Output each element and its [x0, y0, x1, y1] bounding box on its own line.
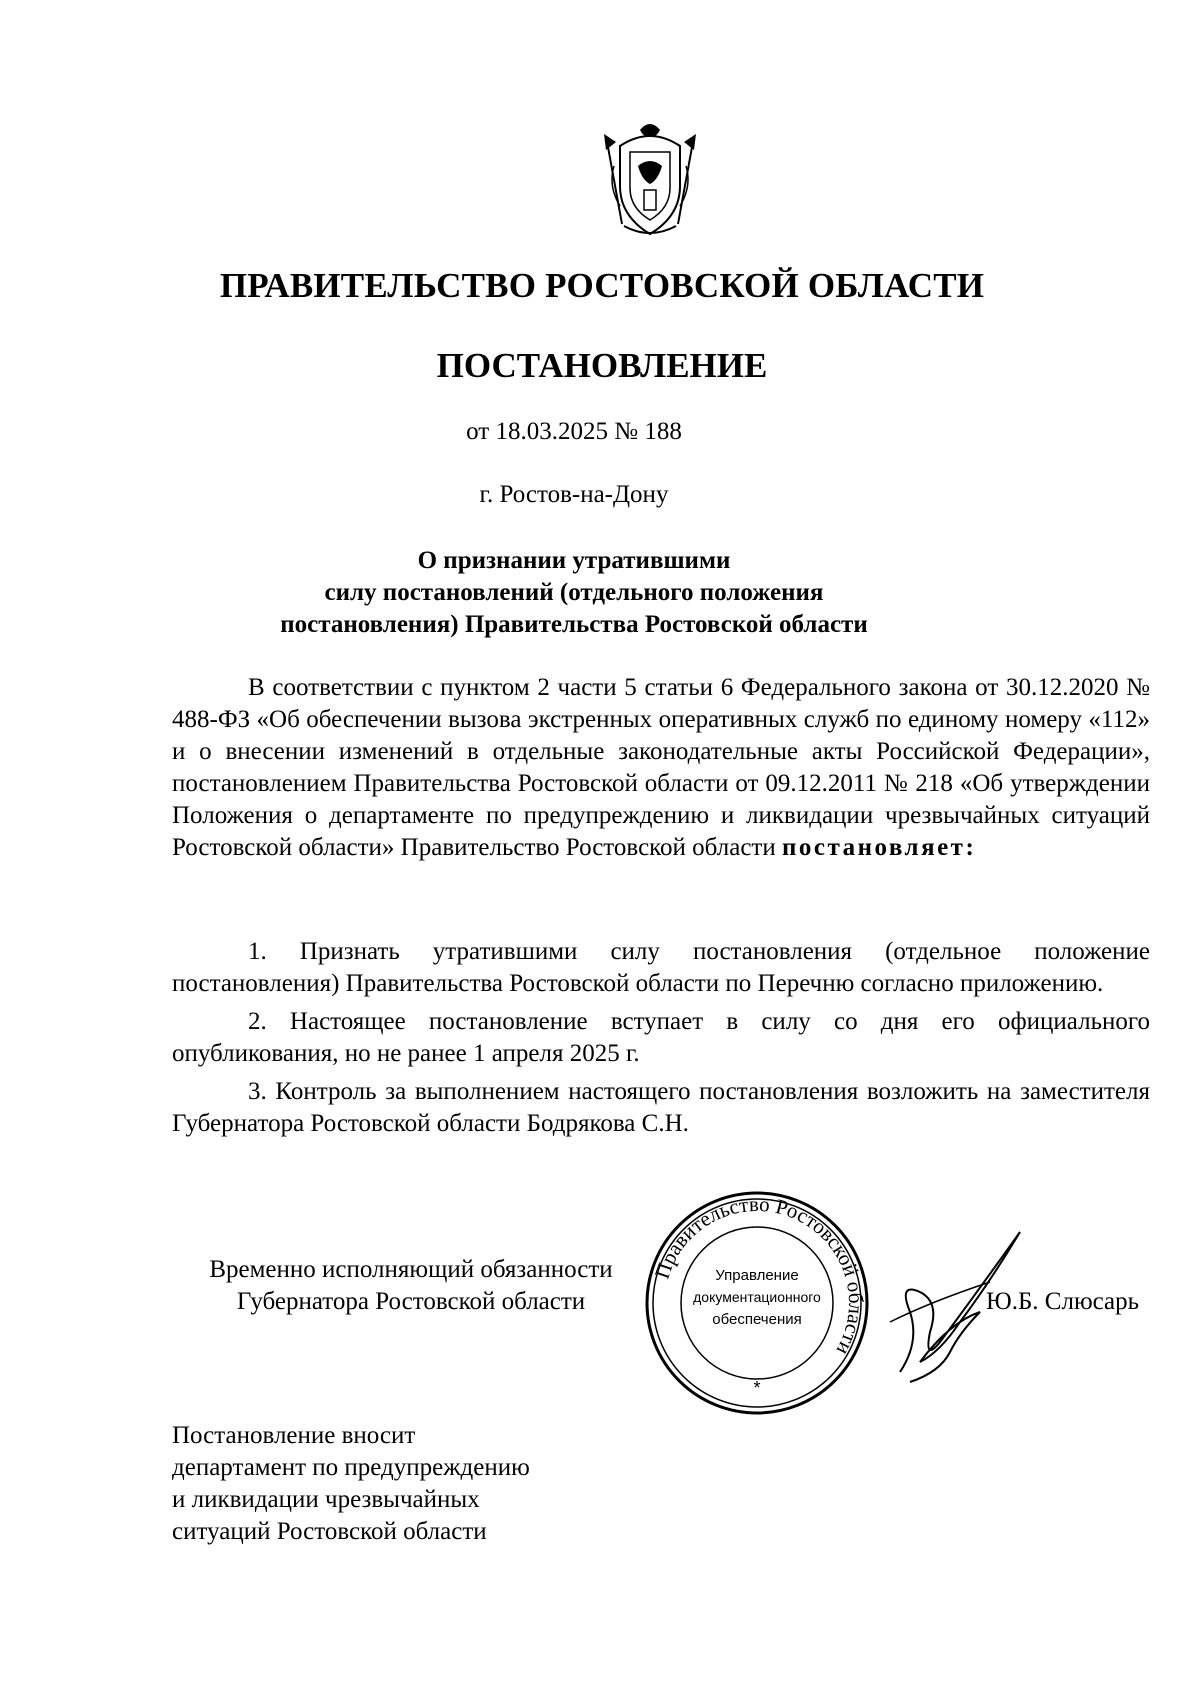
signer-position [186, 1254, 636, 1318]
position-line: Временно исполняющий обязанности [209, 1256, 613, 1283]
preamble-paragraph [172, 672, 1150, 864]
title-line: постановления) Правительства Ростовской области [280, 611, 868, 638]
title-line: силу постановлений (отдельного положения [324, 579, 824, 606]
stamp-inner-line: обеспечения [712, 1311, 802, 1328]
city: г. Ростов-на-Дону [479, 481, 669, 508]
list-item: 1. Признать утратившими силу постановления (отдельное положение постановления) Правительства Ростовской области по Перечню согласно приложению. [172, 938, 1150, 997]
decree-word: постановляет: [782, 834, 977, 861]
footer-line: департамент по предупреждению [172, 1454, 530, 1481]
date-and-number: от 18.03.2025 № 188 [466, 418, 682, 445]
position-line: Губернатора Ростовской области [236, 1288, 586, 1315]
preamble-text: В соответствии с пунктом 2 части 5 статьи 6 Федерального закона от 30.12.2020 № 488-ФЗ «Об обеспечении вызова экстренных оперативных служб по единому номеру «112» и о внесении изменений в отдельные законодательные акты Российской Федерации», постановлением Правительства Ростовской области от 09.12.2011 № 218 «Об утверждении Положения о департаменте по предупреждению и ликвидации чрезвычайных ситуаций Ростовской области» Правительство Ростовской области [172, 674, 1150, 861]
submitted-by [172, 1420, 530, 1548]
footer-line: и ликвидации чрезвычайных [172, 1486, 480, 1513]
coat-of-arms-icon [600, 116, 700, 242]
document-type: ПОСТАНОВЛЕНИЕ [436, 346, 768, 385]
list-item: 2. Настоящее постановление вступает в силу со дня его официального опубликования, но не ранее 1 апреля 2025 г. [172, 1008, 1150, 1067]
official-stamp [642, 1188, 872, 1418]
list-item: 3. Контроль за выполнением настоящего постановления возложить на заместителя Губернатора Ростовской области Бодрякова С.Н. [172, 1078, 1150, 1137]
document-title [0, 545, 1148, 641]
title-line: О признании утратившими [417, 547, 731, 574]
stamp-outer-text: Правительство Ростовской области [649, 1191, 869, 1360]
organization-title: ПРАВИТЕЛЬСТВО РОСТОВСКОЙ ОБЛАСТИ [219, 266, 985, 305]
footer-line: ситуаций Ростовской области [172, 1518, 487, 1545]
resolution-items [172, 936, 1150, 1146]
stamp-inner-line: Управление [715, 1267, 799, 1284]
stamp-star: * [753, 1378, 761, 1398]
preamble [172, 672, 1150, 864]
signer-name: Ю.Б. Слюсарь [986, 1288, 1140, 1315]
stamp-inner-line: документационного [693, 1289, 821, 1305]
footer-line: Постановление вносит [172, 1422, 416, 1449]
